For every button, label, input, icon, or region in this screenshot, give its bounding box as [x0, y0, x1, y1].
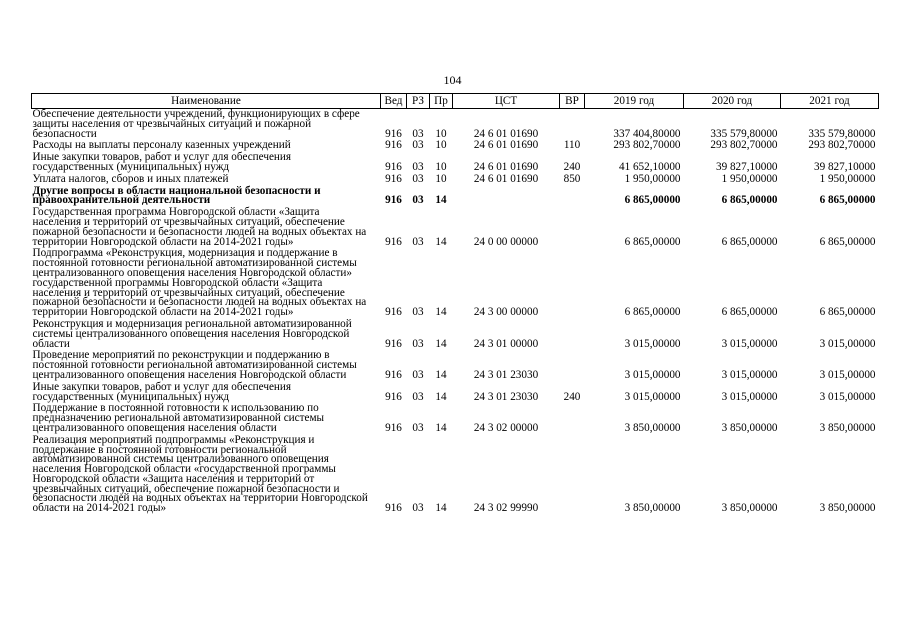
cell-rz: 03	[412, 502, 424, 515]
table-row	[32, 186, 879, 208]
cell-2021: 3 850,00000	[819, 502, 876, 515]
cell-2019: 6 865,00000	[624, 306, 681, 319]
cell-vr: 240	[563, 160, 581, 173]
cell-pr: 10	[435, 139, 447, 152]
cell-pr: 10	[435, 172, 447, 185]
cell-2019: 3 015,00000	[624, 390, 681, 403]
cell-rz: 03	[412, 306, 424, 319]
cell-2019: 1 950,00000	[624, 172, 681, 185]
cell-2019: 337 404,80000	[613, 127, 681, 140]
cell-vr	[560, 350, 585, 381]
cell-vr	[560, 403, 585, 434]
cell-2020: 3 850,00000	[721, 502, 778, 515]
cell-name: Другие вопросы в области национальной безопасности и правоохранительной деятельности	[32, 184, 321, 207]
table-body	[32, 109, 879, 516]
cell-cst: 24 3 01 23030	[473, 390, 539, 403]
cell-pr: 14	[435, 235, 447, 248]
cell-ved: 916	[385, 127, 402, 140]
cell-vr	[560, 207, 585, 248]
cell-rz: 03	[412, 421, 424, 434]
cell-ved: 916	[385, 421, 402, 434]
cell-2021: 6 865,00000	[819, 306, 876, 319]
cell-2019: 41 652,10000	[618, 160, 681, 173]
cell-rz: 03	[412, 368, 424, 381]
cell-name: Поддержание в постоянной готовности к использованию по предназначению региональной автоматизированной системы централизованного оповещения населения области	[32, 402, 325, 434]
cell-name: Иные закупки товаров, работ и услуг для обеспечения государственных (муниципальных) нужд	[32, 380, 292, 403]
cell-2021: 3 015,00000	[819, 390, 876, 403]
cell-name: Уплата налогов, сборов и иных платежей	[32, 172, 229, 185]
cell-2020: 6 865,00000	[721, 194, 778, 207]
cell-2020: 3 015,00000	[721, 337, 778, 350]
cell-ved: 916	[385, 368, 402, 381]
table-row	[32, 435, 879, 515]
cell-name: Проведение мероприятий по реконструкции и поддержанию в постоянной готовности региональной автоматизированной системы централизованного оповещения населения Новгородской области	[32, 349, 357, 381]
cell-rz: 03	[412, 235, 424, 248]
table-row	[32, 382, 879, 404]
header-2020: 2020 год	[684, 94, 781, 109]
cell-2021: 3 015,00000	[819, 337, 876, 350]
cell-2021: 6 865,00000	[819, 194, 876, 207]
table-row	[32, 319, 879, 350]
cell-2019: 3 850,00000	[624, 421, 681, 434]
header-name: Наименование	[32, 94, 381, 109]
cell-2021: 6 865,00000	[819, 235, 876, 248]
header-2021: 2021 год	[781, 94, 879, 109]
cell-rz: 03	[412, 160, 424, 173]
cell-2019: 6 865,00000	[624, 235, 681, 248]
cell-2021: 335 579,80000	[808, 127, 876, 140]
cell-name: Обеспечение деятельности учреждений, функционирующих в сфере защиты населения от чрезвычайных ситуаций и пожарной безопасности	[32, 108, 360, 140]
budget-table	[31, 93, 879, 515]
cell-ved: 916	[385, 502, 402, 515]
cell-2021: 293 802,70000	[808, 139, 876, 152]
cell-cst: 24 3 01 00000	[473, 337, 539, 350]
cell-vr: 110	[563, 139, 581, 152]
table-header-row	[32, 94, 879, 109]
cell-2020: 293 802,70000	[710, 139, 778, 152]
cell-2020: 3 850,00000	[721, 421, 778, 434]
cell-cst	[453, 186, 560, 208]
cell-name: Иные закупки товаров, работ и услуг для обеспечения государственных (муниципальных) нужд	[32, 151, 292, 173]
header-2019: 2019 год	[585, 94, 684, 109]
cell-ved: 916	[385, 194, 402, 207]
header-ved: Вед	[381, 94, 407, 109]
cell-pr: 14	[435, 390, 447, 403]
cell-2019: 293 802,70000	[613, 139, 681, 152]
cell-ved: 916	[385, 306, 402, 319]
cell-2020: 3 015,00000	[721, 368, 778, 381]
table-row	[32, 248, 879, 319]
cell-2019: 3 015,00000	[624, 368, 681, 381]
cell-pr: 10	[435, 127, 447, 140]
cell-cst: 24 0 00 00000	[473, 235, 539, 248]
cell-name: Реализация мероприятий подпрограммы «Реконструкция и поддержание в постоянной готовности региональной автоматизированной системы централизованного оповещения населения Новгородской области «государственной программы Новгородской области «Защита населения и территорий от чрезвычайных ситуаций, обеспечение пожарной безопасности и безопасности людей на водных объектах на территории Новгородской области на 2014-2021 годы»	[32, 433, 368, 515]
table-row	[32, 207, 879, 248]
cell-vr	[560, 435, 585, 515]
cell-cst: 24 6 01 01690	[473, 160, 539, 173]
cell-2021: 39 827,10000	[813, 160, 876, 173]
table-row	[32, 350, 879, 381]
cell-name: Государственная программа Новгородской области «Защита населения и территорий от чрезвычайных ситуаций, обеспечение пожарной безопасности и безопасности людей на водных объектах на территории Новгородской области на 2014-2021 годы»	[32, 206, 367, 248]
cell-name: Расходы на выплаты персоналу казенных учреждений	[32, 139, 291, 152]
cell-2019: 6 865,00000	[624, 194, 681, 207]
cell-rz: 03	[412, 172, 424, 185]
cell-rz: 03	[412, 194, 424, 207]
cell-name: Подпрограмма «Реконструкция, модернизация и поддержание в постоянной готовности региональной автоматизированной системы централизованного оповещения населения Новгородской области» государственной программы Новгородской области «Защита населения и территорий от чрезвычайных ситуаций, обеспечение пожарной безопасности и безопасности людей на водных объектах на территории Новгородской области на 2014-2021 годы»	[32, 247, 367, 319]
header-cst: ЦСТ	[453, 94, 560, 109]
cell-2019: 3 015,00000	[624, 337, 681, 350]
cell-cst: 24 6 01 01690	[473, 139, 539, 152]
cell-pr: 14	[435, 502, 447, 515]
cell-ved: 916	[385, 160, 402, 173]
cell-2020: 6 865,00000	[721, 235, 778, 248]
cell-pr: 14	[435, 421, 447, 434]
cell-cst: 24 3 02 99990	[473, 502, 539, 515]
cell-ved: 916	[385, 337, 402, 350]
cell-2020: 335 579,80000	[710, 127, 778, 140]
page-number: 104	[443, 73, 462, 87]
cell-pr: 14	[435, 368, 447, 381]
cell-vr: 850	[563, 172, 581, 185]
cell-vr	[560, 109, 585, 141]
cell-pr: 14	[435, 194, 447, 207]
cell-pr: 10	[435, 160, 447, 173]
cell-2020: 6 865,00000	[721, 306, 778, 319]
cell-2020: 1 950,00000	[721, 172, 778, 185]
cell-ved: 916	[385, 172, 402, 185]
cell-2021: 3 850,00000	[819, 421, 876, 434]
cell-2020: 39 827,10000	[715, 160, 778, 173]
cell-2020: 3 015,00000	[721, 390, 778, 403]
cell-vr: 240	[563, 390, 581, 403]
cell-ved: 916	[385, 235, 402, 248]
cell-cst: 24 3 00 00000	[473, 306, 539, 319]
cell-vr	[560, 248, 585, 319]
cell-cst: 24 6 01 01690	[473, 172, 539, 185]
table-row	[32, 109, 879, 141]
cell-rz: 03	[412, 390, 424, 403]
cell-rz: 03	[412, 127, 424, 140]
cell-rz: 03	[412, 139, 424, 152]
header-vr: ВР	[560, 94, 585, 109]
header-pr: Пр	[430, 94, 453, 109]
cell-cst: 24 3 02 00000	[473, 421, 539, 434]
cell-ved: 916	[385, 390, 402, 403]
cell-name: Реконструкция и модернизация региональной автоматизированной системы централизованного оповещения населения Новгородской области	[32, 317, 352, 350]
table-row	[32, 403, 879, 434]
cell-vr	[560, 319, 585, 350]
cell-rz: 03	[412, 337, 424, 350]
cell-cst: 24 6 01 01690	[473, 127, 539, 140]
cell-pr: 14	[435, 306, 447, 319]
cell-ved: 916	[385, 139, 402, 152]
cell-vr	[560, 186, 585, 208]
cell-2021: 3 015,00000	[819, 368, 876, 381]
cell-pr: 14	[435, 337, 447, 350]
cell-2019: 3 850,00000	[624, 502, 681, 515]
table-row	[32, 152, 879, 174]
header-rz: РЗ	[407, 94, 430, 109]
cell-cst: 24 3 01 23030	[473, 368, 539, 381]
table-row	[32, 174, 879, 186]
cell-2021: 1 950,00000	[819, 172, 876, 185]
